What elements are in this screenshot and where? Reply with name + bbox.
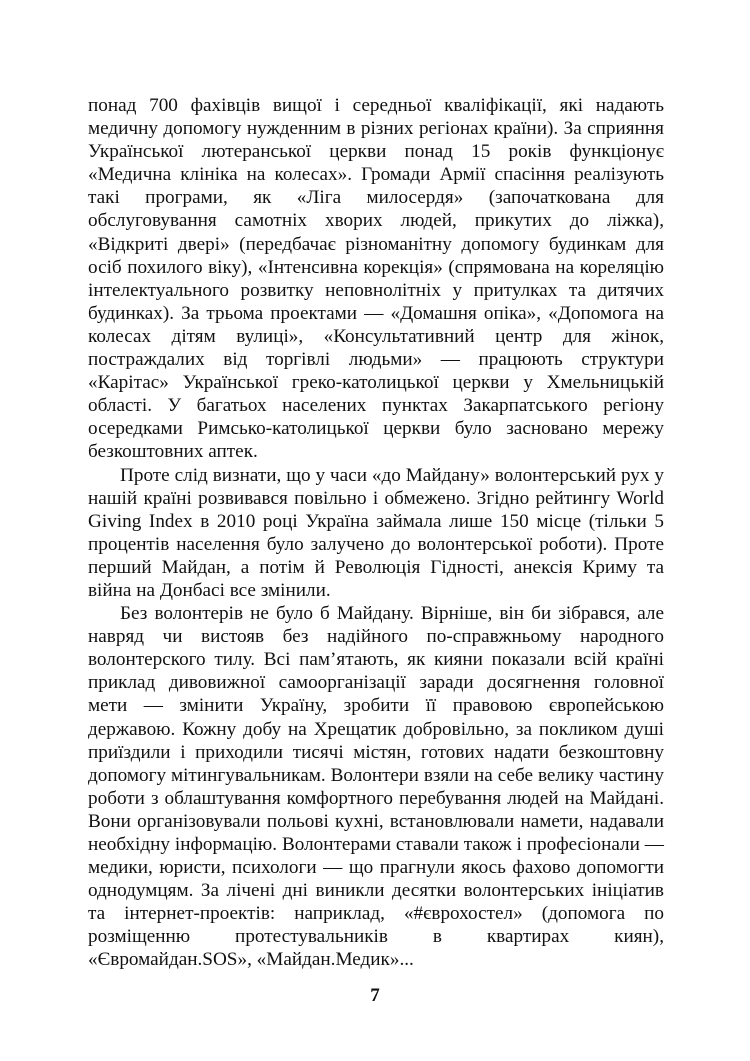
- paragraph-maidan-volunteers: Без волонтерів не було б Майдану. Вірніше, він би зібрався, але навряд чи вистояв без надійного по-справжньому народного волонтерского тилу. Всі пам’ятають, як кияни показали всій країні приклад дивовижної самоорганізації заради досягнення головної мети — змінити Україну, зробити її правовою європейською державою. Кожну добу на Хрещатик добровільно, за покликом душі приїздили і приходили тисячі містян, готових надати безкоштовну допомогу мітингувальникам. Волонтери взяли на себе велику частину роботи з облаштування комфортного перебування людей на Майдані. Вони організовували польові кухні, встановлювали намети, надавали необхідну інформацію. Волонтерами ставали також і професіонали — медики, юристи, психологи — що прагнули якось фахово допомогти однодумцям. За лічені дні виникли десятки волонтерських ініціатив та інтернет-проектів: наприклад, «#єврохостел» (допомога по розміщенню протестувальників в квартирах киян), «Євромайдан.SOS», «Майдан.Медик»...: [88, 603, 664, 971]
- paragraph-volunteer-history: Проте слід визнати, що у часи «до Майдану» волонтерський рух у нашій країні розвивався повільно і обмежено. Згідно рейтингу World Giving Index в 2010 році Україна займала лише 150 місце (тільки 5 процентів населення було залучено до волонтерської роботи). Проте перший Майдан, а потім й Революція Гідності, анексія Криму та війна на Донбасі все змінили.: [88, 464, 664, 601]
- paragraph-continuation: понад 700 фахівців вищої і середньої кваліфікації, які надають медичну допомогу нужденним в різних регіонах країни). За сприяння Української лютеранської церкви понад 15 років функціонує «Медична клініка на колесах». Громади Армії спасіння реалізують такі програми, як «Ліга милосердя» (започаткована для обслуговування самотніх хворих людей, прикутих до ліжка), «Відкриті двері» (передбачає різноманітну допомогу будинкам для осіб похилого віку), «Інтенсивна корекція» (спрямована на кореляцію інтелектуального розвитку неповнолітніх у притулках та дитячих будинках). За трьома проектами — «Домашня опіка», «Допомога на колесах дітям вулиці», «Консультативний центр для жінок, постраждалих від торгівлі людьми» — працюють структури «Карітас» Української греко-католицької церкви у Хмельницькій області. У багатьох населених пунктах Закарпатського регіону осередками Римсько-католицької церкви було засновано мережу безкоштовних аптек.: [88, 95, 664, 463]
- body-text: [88, 94, 664, 972]
- page-number: 7: [370, 985, 380, 1006]
